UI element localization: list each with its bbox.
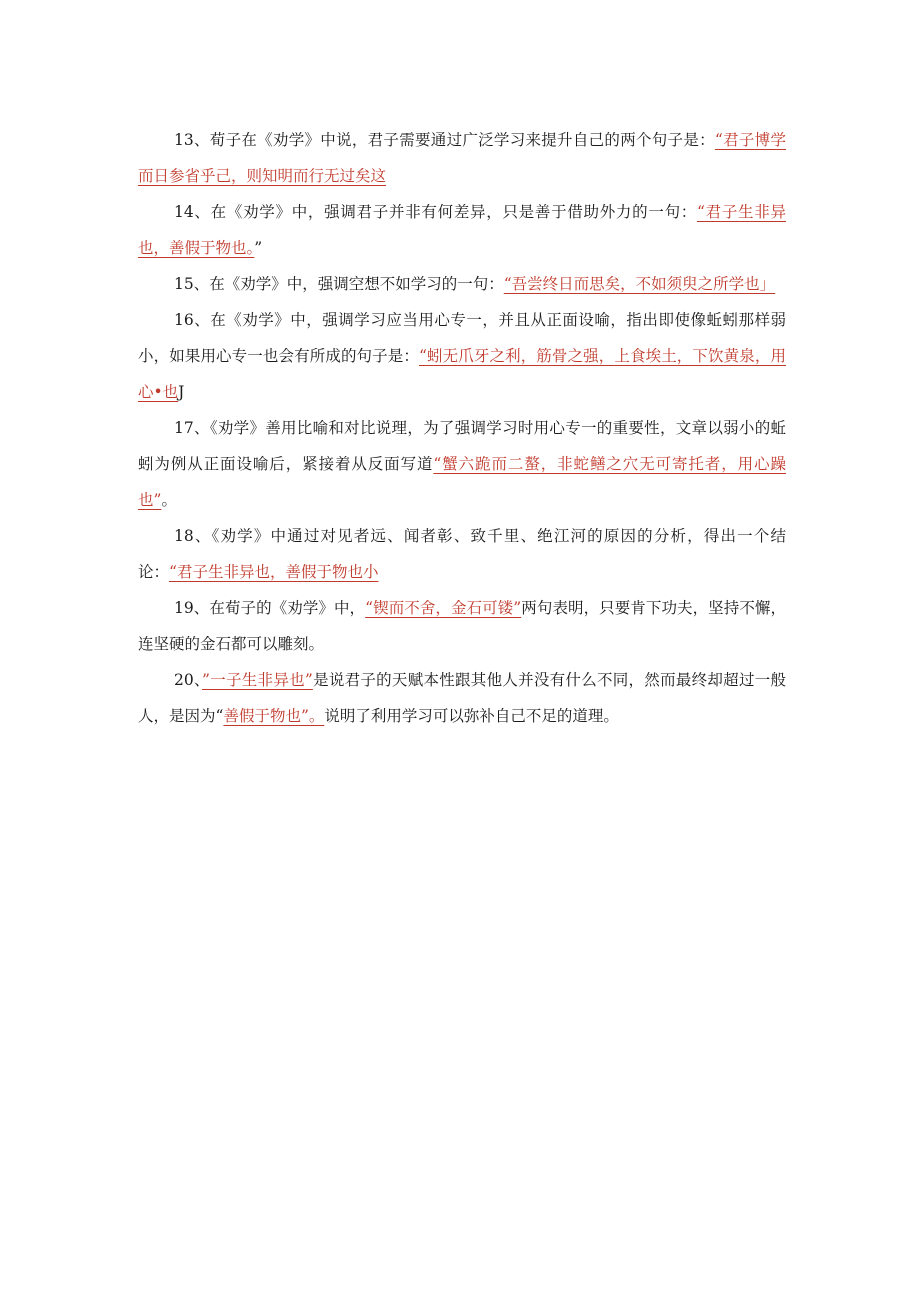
answer-text: “锲而不舍，金石可镂”: [365, 599, 522, 617]
question-15: [138, 266, 786, 302]
question-18: [138, 518, 786, 590]
question-number: 16、: [174, 311, 211, 329]
question-number: 17、: [174, 419, 210, 437]
question-text: 在《劝学》中，强调君子并非有何差异，只是善于借助外力的一句：: [210, 203, 697, 221]
question-text: 在荀子的《劝学》中，: [209, 599, 366, 617]
answer-text: “蚓无爪牙之利，筋骨之强，上食埃土，下饮黄泉，用心•也: [138, 347, 786, 401]
answer-text: ”一子生非异也”: [202, 671, 313, 689]
document-body: [138, 122, 786, 734]
answer-text: “君子生非异也，善假于物也小: [169, 563, 379, 581]
question-number: 19、: [174, 599, 210, 617]
question-20: [138, 662, 786, 734]
question-17: [138, 410, 786, 518]
question-16: [138, 302, 786, 410]
question-14: [138, 194, 786, 266]
answer-text: “君子生非异也，善假于物也。: [138, 203, 786, 257]
answer-text: “蟹六跪而二螯，非蛇鳝之穴无可寄托者，用心躁也”: [138, 455, 786, 509]
question-text: 在《劝学》中，强调学习应当用心专一，并且从正面设喻，指出即使像蚯蚓那样弱小，如果用心专一也会有所成的句子是：: [138, 311, 786, 365]
question-text-after: 说明了利用学习可以弥补自己不足的道理。: [324, 707, 619, 725]
answer-text: “君子博学而日参省乎己，则知明而行无过矣这: [138, 131, 786, 185]
question-text: 在《劝学》中，强调空想不如学习的一句：: [209, 275, 504, 293]
question-number: 18、: [174, 527, 212, 545]
question-text: 荀子在《劝学》中说，君子需要通过广泛学习来提升自己的两个句子是：: [209, 131, 715, 149]
question-text-after: 。: [161, 491, 177, 509]
question-19: [138, 590, 786, 662]
question-text-after: 两句表明，只要肯下功夫，坚持不懈，连坚硬的金石都可以雕刻。: [138, 599, 786, 653]
question-number: 20、: [174, 671, 203, 689]
question-text: 《劝学》中通过对见者远、闻者彰、致千里、绝江河的原因的分析，得出一个结论：: [138, 527, 786, 581]
question-text-after: J: [178, 383, 185, 401]
answer-text: “吾尝终日而思矣，不如须臾之所学也」: [503, 275, 776, 293]
question-text: 《劝学》善用比喻和对比说理，为了强调学习时用心专一的重要性，文章以弱小的蚯蚓为例从正面设喻后，紧接着从反面写道: [138, 419, 786, 473]
question-text-middle: 是说君子的天赋本性跟其他人并没有什么不同，然而最终却超过一般人，是因为“: [138, 671, 786, 725]
question-number: 14、: [174, 203, 211, 221]
question-number: 13、: [174, 131, 210, 149]
question-number: 15、: [174, 275, 210, 293]
question-13: [138, 122, 786, 194]
answer-text-2: 善假于物也”。: [223, 707, 325, 725]
question-text-after: ”: [254, 239, 263, 257]
